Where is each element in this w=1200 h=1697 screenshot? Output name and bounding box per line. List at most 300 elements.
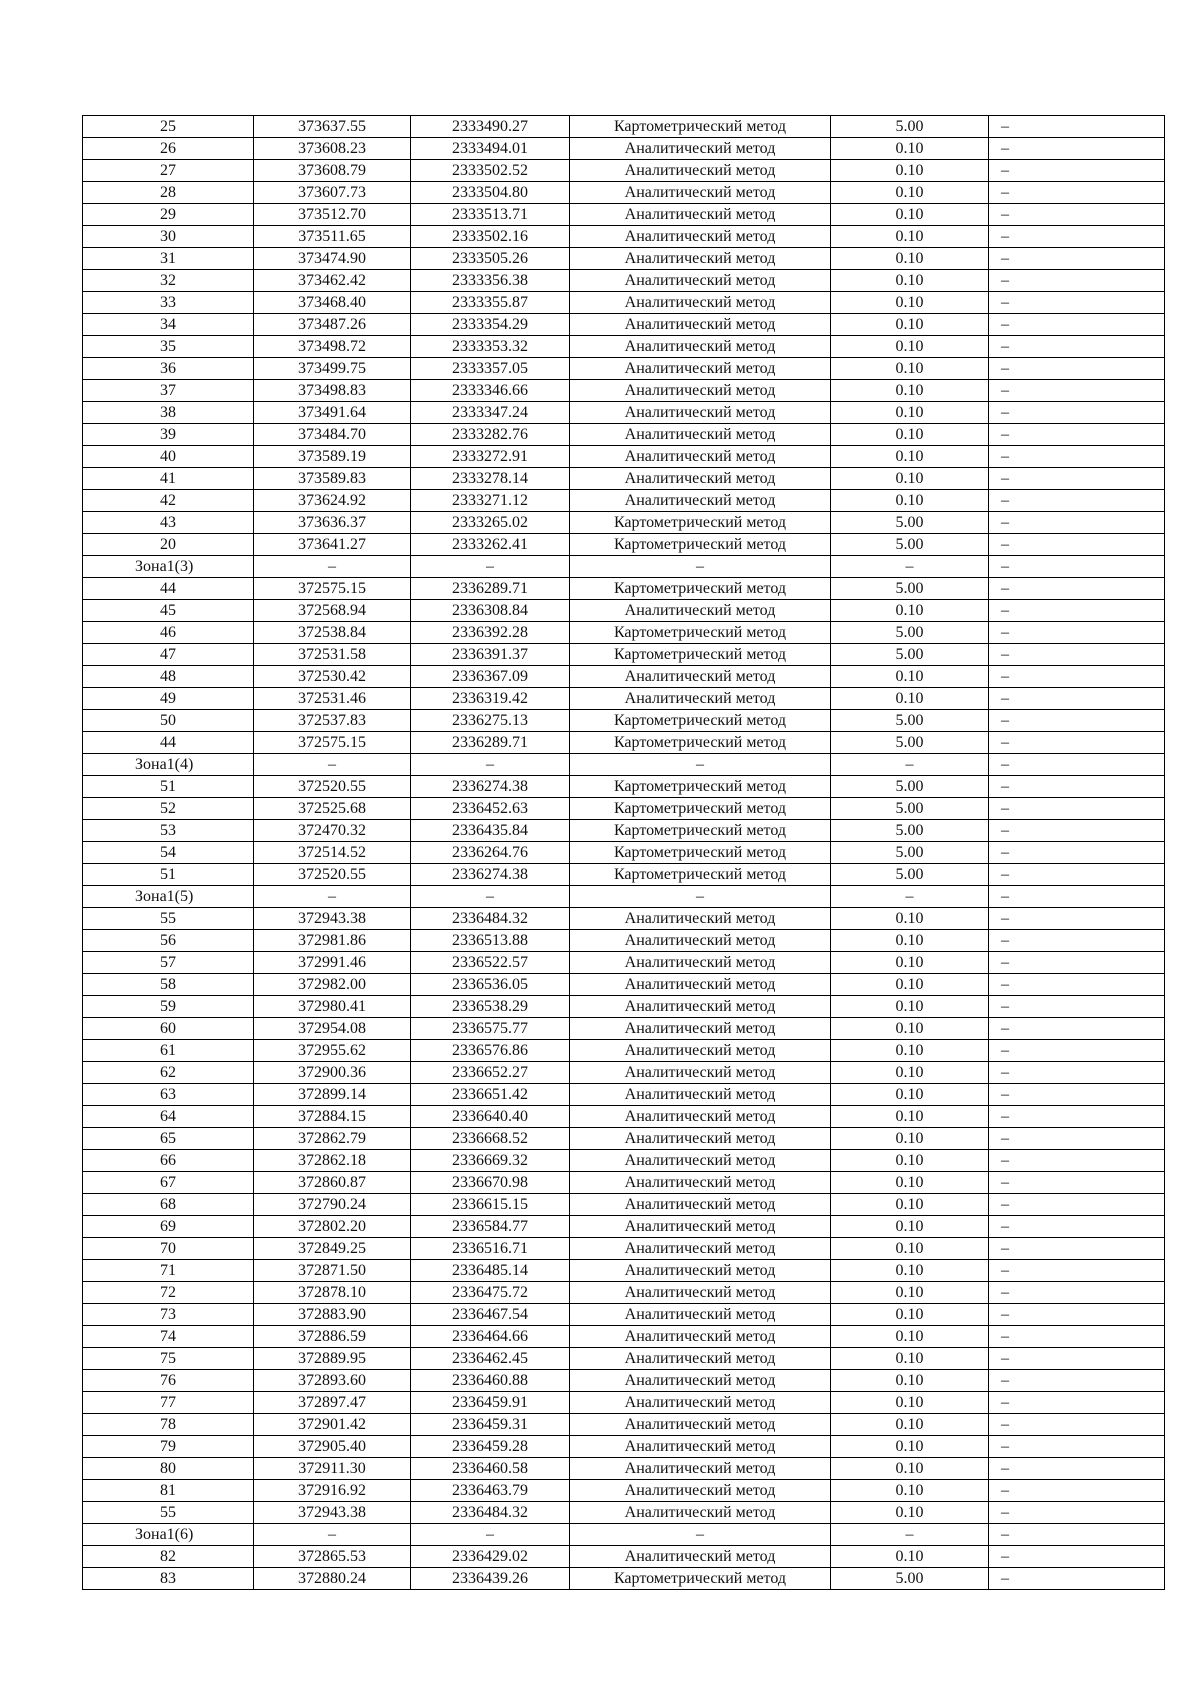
table-row [83,512,1165,534]
formula-cell: – [989,600,1165,622]
table-row [83,798,1165,820]
y-coordinate-cell: 2336640.40 [411,1106,570,1128]
formula-cell: – [989,1238,1165,1260]
point-number-cell: 39 [83,424,254,446]
x-coordinate-cell: 373608.79 [254,160,411,182]
accuracy-cell: – [831,754,989,776]
accuracy-cell: 0.10 [831,1414,989,1436]
y-coordinate-cell: 2336462.45 [411,1348,570,1370]
table-row [83,1260,1165,1282]
point-number-cell: 44 [83,732,254,754]
formula-cell: – [989,666,1165,688]
table-row [83,468,1165,490]
x-coordinate-cell: 372900.36 [254,1062,411,1084]
accuracy-cell: 0.10 [831,1458,989,1480]
accuracy-cell: 5.00 [831,820,989,842]
x-coordinate-cell: 372889.95 [254,1348,411,1370]
accuracy-cell: 0.10 [831,182,989,204]
method-cell: Аналитический метод [570,1150,831,1172]
y-coordinate-cell: 2336435.84 [411,820,570,842]
accuracy-cell: 0.10 [831,138,989,160]
y-coordinate-cell: 2336391.37 [411,644,570,666]
accuracy-cell: 0.10 [831,1392,989,1414]
point-number-cell: 32 [83,270,254,292]
method-cell: Картометрический метод [570,116,831,138]
table-row [83,116,1165,138]
point-number-cell: 43 [83,512,254,534]
point-number-cell: 47 [83,644,254,666]
table-row [83,820,1165,842]
method-cell: Аналитический метод [570,930,831,952]
point-number-cell: 65 [83,1128,254,1150]
x-coordinate-cell: 372901.42 [254,1414,411,1436]
accuracy-cell: 0.10 [831,688,989,710]
formula-cell: – [989,138,1165,160]
formula-cell: – [989,1194,1165,1216]
formula-cell: – [989,1018,1165,1040]
point-number-cell: 49 [83,688,254,710]
point-number-cell: 51 [83,864,254,886]
y-coordinate-cell: 2336538.29 [411,996,570,1018]
formula-cell: – [989,1260,1165,1282]
point-number-cell: 51 [83,776,254,798]
method-cell: Картометрический метод [570,820,831,842]
method-cell: Аналитический метод [570,1172,831,1194]
x-coordinate-cell: 373462.42 [254,270,411,292]
point-number-cell: 30 [83,226,254,248]
x-coordinate-cell: 373624.92 [254,490,411,512]
y-coordinate-cell: 2336475.72 [411,1282,570,1304]
point-number-cell: 38 [83,402,254,424]
formula-cell: – [989,1084,1165,1106]
method-cell: Аналитический метод [570,1480,831,1502]
accuracy-cell: 0.10 [831,468,989,490]
table-row [83,358,1165,380]
table-row [83,534,1165,556]
table-row [83,1304,1165,1326]
zone-label-cell: Зона1(4) [83,754,254,776]
point-number-cell: 52 [83,798,254,820]
table-row [83,1128,1165,1150]
point-number-cell: 50 [83,710,254,732]
formula-cell: – [989,1128,1165,1150]
table-row [83,226,1165,248]
method-cell: Картометрический метод [570,798,831,820]
table-row [83,1084,1165,1106]
y-coordinate-cell: 2336513.88 [411,930,570,952]
y-coordinate-cell: 2333353.32 [411,336,570,358]
x-coordinate-cell: 372955.62 [254,1040,411,1062]
method-cell: – [570,556,831,578]
method-cell: Аналитический метод [570,336,831,358]
formula-cell: – [989,1216,1165,1238]
method-cell: Картометрический метод [570,512,831,534]
formula-cell: – [989,732,1165,754]
point-number-cell: 78 [83,1414,254,1436]
accuracy-cell: 5.00 [831,578,989,600]
y-coordinate-cell: 2336264.76 [411,842,570,864]
y-coordinate-cell: – [411,1524,570,1546]
method-cell: Аналитический метод [570,1326,831,1348]
point-number-cell: 74 [83,1326,254,1348]
point-number-cell: 42 [83,490,254,512]
accuracy-cell: 0.10 [831,270,989,292]
table-row [83,1370,1165,1392]
formula-cell: – [989,864,1165,886]
accuracy-cell: 0.10 [831,1238,989,1260]
method-cell: Аналитический метод [570,1062,831,1084]
y-coordinate-cell: 2336522.57 [411,952,570,974]
accuracy-cell: 5.00 [831,842,989,864]
formula-cell: – [989,776,1165,798]
point-number-cell: 58 [83,974,254,996]
formula-cell: – [989,1414,1165,1436]
y-coordinate-cell: 2333356.38 [411,270,570,292]
table-row [83,424,1165,446]
point-number-cell: 76 [83,1370,254,1392]
table-row [83,1282,1165,1304]
accuracy-cell: 0.10 [831,908,989,930]
accuracy-cell: 0.10 [831,1282,989,1304]
x-coordinate-cell: 373636.37 [254,512,411,534]
accuracy-cell: 0.10 [831,1304,989,1326]
x-coordinate-cell: 372802.20 [254,1216,411,1238]
table-row [83,1040,1165,1062]
formula-cell: – [989,1348,1165,1370]
table-row [83,1106,1165,1128]
point-number-cell: 36 [83,358,254,380]
x-coordinate-cell: – [254,754,411,776]
y-coordinate-cell: 2333346.66 [411,380,570,402]
y-coordinate-cell: 2336576.86 [411,1040,570,1062]
accuracy-cell: 0.10 [831,952,989,974]
table-row [83,248,1165,270]
table-row [83,622,1165,644]
point-number-cell: 80 [83,1458,254,1480]
accuracy-cell: 5.00 [831,622,989,644]
table-row [83,1458,1165,1480]
table-row [83,402,1165,424]
point-number-cell: 72 [83,1282,254,1304]
formula-cell: – [989,512,1165,534]
x-coordinate-cell: 372897.47 [254,1392,411,1414]
y-coordinate-cell: 2336615.15 [411,1194,570,1216]
y-coordinate-cell: 2336652.27 [411,1062,570,1084]
method-cell: Картометрический метод [570,622,831,644]
method-cell: Картометрический метод [570,534,831,556]
y-coordinate-cell: 2336651.42 [411,1084,570,1106]
x-coordinate-cell: 372531.58 [254,644,411,666]
method-cell: Аналитический метод [570,160,831,182]
point-number-cell: 83 [83,1568,254,1590]
table-row [83,182,1165,204]
point-number-cell: 25 [83,116,254,138]
y-coordinate-cell: 2336460.58 [411,1458,570,1480]
method-cell: Картометрический метод [570,842,831,864]
accuracy-cell: 0.10 [831,424,989,446]
method-cell: Аналитический метод [570,446,831,468]
accuracy-cell: 0.10 [831,1216,989,1238]
formula-cell: – [989,688,1165,710]
table-row [83,710,1165,732]
y-coordinate-cell: 2333354.29 [411,314,570,336]
method-cell: Аналитический метод [570,468,831,490]
y-coordinate-cell: 2333271.12 [411,490,570,512]
formula-cell: – [989,622,1165,644]
formula-cell: – [989,1106,1165,1128]
y-coordinate-cell: 2336463.79 [411,1480,570,1502]
x-coordinate-cell: 373608.23 [254,138,411,160]
method-cell: Картометрический метод [570,578,831,600]
table-row [83,1414,1165,1436]
point-number-cell: 54 [83,842,254,864]
table-row [83,578,1165,600]
zone-label-cell: Зона1(6) [83,1524,254,1546]
zone-label-cell: Зона1(5) [83,886,254,908]
method-cell: Аналитический метод [570,1084,831,1106]
table-row [83,446,1165,468]
y-coordinate-cell: 2336459.28 [411,1436,570,1458]
formula-cell: – [989,1568,1165,1590]
y-coordinate-cell: 2333347.24 [411,402,570,424]
accuracy-cell: 0.10 [831,1260,989,1282]
table-row [83,732,1165,754]
table-row [83,1194,1165,1216]
method-cell: Картометрический метод [570,864,831,886]
point-number-cell: 41 [83,468,254,490]
y-coordinate-cell: 2336485.14 [411,1260,570,1282]
formula-cell: – [989,292,1165,314]
point-number-cell: 61 [83,1040,254,1062]
method-cell: Аналитический метод [570,1216,831,1238]
method-cell: Аналитический метод [570,248,831,270]
y-coordinate-cell: 2336367.09 [411,666,570,688]
formula-cell: – [989,424,1165,446]
accuracy-cell: 0.10 [831,600,989,622]
formula-cell: – [989,1480,1165,1502]
point-number-cell: 55 [83,1502,254,1524]
formula-cell: – [989,1040,1165,1062]
y-coordinate-cell: 2333505.26 [411,248,570,270]
accuracy-cell: 5.00 [831,116,989,138]
accuracy-cell: 0.10 [831,1370,989,1392]
point-number-cell: 34 [83,314,254,336]
accuracy-cell: 0.10 [831,490,989,512]
y-coordinate-cell: 2336484.32 [411,908,570,930]
point-number-cell: 82 [83,1546,254,1568]
point-number-cell: 59 [83,996,254,1018]
method-cell: Аналитический метод [570,1282,831,1304]
table-row [83,842,1165,864]
formula-cell: – [989,534,1165,556]
accuracy-cell: 0.10 [831,996,989,1018]
table-row [83,1062,1165,1084]
x-coordinate-cell: 373498.83 [254,380,411,402]
point-number-cell: 29 [83,204,254,226]
table-row [83,204,1165,226]
accuracy-cell: 0.10 [831,1062,989,1084]
accuracy-cell: 5.00 [831,644,989,666]
y-coordinate-cell: 2336429.02 [411,1546,570,1568]
formula-cell: – [989,974,1165,996]
method-cell: Аналитический метод [570,908,831,930]
formula-cell: – [989,314,1165,336]
formula-cell: – [989,1436,1165,1458]
formula-cell: – [989,820,1165,842]
table-row [83,380,1165,402]
accuracy-cell: 0.10 [831,380,989,402]
accuracy-cell: 5.00 [831,534,989,556]
point-number-cell: 77 [83,1392,254,1414]
accuracy-cell: 0.10 [831,1326,989,1348]
accuracy-cell: 0.10 [831,204,989,226]
method-cell: Картометрический метод [570,776,831,798]
table-row [83,292,1165,314]
point-number-cell: 45 [83,600,254,622]
x-coordinate-cell: 372865.53 [254,1546,411,1568]
table-row [83,974,1165,996]
y-coordinate-cell: 2333502.52 [411,160,570,182]
method-cell: Аналитический метод [570,1304,831,1326]
table-row [83,1150,1165,1172]
accuracy-cell: 0.10 [831,358,989,380]
accuracy-cell: 0.10 [831,160,989,182]
table-row [83,1568,1165,1590]
formula-cell: – [989,1546,1165,1568]
method-cell: Аналитический метод [570,1348,831,1370]
y-coordinate-cell: 2333265.02 [411,512,570,534]
accuracy-cell: – [831,1524,989,1546]
y-coordinate-cell: 2333282.76 [411,424,570,446]
accuracy-cell: 0.10 [831,1106,989,1128]
point-number-cell: 28 [83,182,254,204]
formula-cell: – [989,798,1165,820]
formula-cell: – [989,204,1165,226]
accuracy-cell: 5.00 [831,512,989,534]
x-coordinate-cell: 373498.72 [254,336,411,358]
method-cell: Аналитический метод [570,358,831,380]
x-coordinate-cell: 372862.79 [254,1128,411,1150]
point-number-cell: 40 [83,446,254,468]
method-cell: Аналитический метод [570,1018,831,1040]
method-cell: Картометрический метод [570,1568,831,1590]
coordinates-table [82,115,1165,1590]
x-coordinate-cell: 372911.30 [254,1458,411,1480]
x-coordinate-cell: 373589.19 [254,446,411,468]
method-cell: Аналитический метод [570,666,831,688]
y-coordinate-cell: 2333262.41 [411,534,570,556]
y-coordinate-cell: 2336516.71 [411,1238,570,1260]
accuracy-cell: 5.00 [831,776,989,798]
table-row [83,1502,1165,1524]
x-coordinate-cell: 372982.00 [254,974,411,996]
point-number-cell: 63 [83,1084,254,1106]
accuracy-cell: 0.10 [831,1172,989,1194]
x-coordinate-cell: 373484.70 [254,424,411,446]
x-coordinate-cell: 372878.10 [254,1282,411,1304]
formula-cell: – [989,468,1165,490]
x-coordinate-cell: 372899.14 [254,1084,411,1106]
table-row [83,1546,1165,1568]
method-cell: Картометрический метод [570,732,831,754]
y-coordinate-cell: 2336459.91 [411,1392,570,1414]
point-number-cell: 46 [83,622,254,644]
table-row [83,688,1165,710]
formula-cell: – [989,402,1165,424]
x-coordinate-cell: 372905.40 [254,1436,411,1458]
table-row [83,1480,1165,1502]
point-number-cell: 26 [83,138,254,160]
table-row [83,1348,1165,1370]
x-coordinate-cell: – [254,1524,411,1546]
accuracy-cell: 0.10 [831,1128,989,1150]
y-coordinate-cell: 2333502.16 [411,226,570,248]
y-coordinate-cell: 2333490.27 [411,116,570,138]
point-number-cell: 53 [83,820,254,842]
accuracy-cell: 0.10 [831,1436,989,1458]
accuracy-cell: 0.10 [831,1480,989,1502]
method-cell: Аналитический метод [570,424,831,446]
x-coordinate-cell: 372871.50 [254,1260,411,1282]
x-coordinate-cell: 373511.65 [254,226,411,248]
point-number-cell: 75 [83,1348,254,1370]
table-row [83,996,1165,1018]
formula-cell: – [989,490,1165,512]
point-number-cell: 27 [83,160,254,182]
point-number-cell: 33 [83,292,254,314]
accuracy-cell: 0.10 [831,402,989,424]
x-coordinate-cell: 372954.08 [254,1018,411,1040]
x-coordinate-cell: 372537.83 [254,710,411,732]
point-number-cell: 71 [83,1260,254,1282]
x-coordinate-cell: 372991.46 [254,952,411,974]
x-coordinate-cell: 373499.75 [254,358,411,380]
x-coordinate-cell: 373641.27 [254,534,411,556]
method-cell: Аналитический метод [570,1106,831,1128]
x-coordinate-cell: 372790.24 [254,1194,411,1216]
point-number-cell: 60 [83,1018,254,1040]
method-cell: Аналитический метод [570,1458,831,1480]
y-coordinate-cell: 2336467.54 [411,1304,570,1326]
formula-cell: – [989,754,1165,776]
y-coordinate-cell: 2336460.88 [411,1370,570,1392]
y-coordinate-cell: 2336464.66 [411,1326,570,1348]
y-coordinate-cell: 2336392.28 [411,622,570,644]
table-body [83,116,1165,1590]
x-coordinate-cell: – [254,556,411,578]
y-coordinate-cell: 2336439.26 [411,1568,570,1590]
method-cell: Аналитический метод [570,1128,831,1150]
formula-cell: – [989,710,1165,732]
formula-cell: – [989,182,1165,204]
x-coordinate-cell: 372530.42 [254,666,411,688]
point-number-cell: 31 [83,248,254,270]
method-cell: Аналитический метод [570,380,831,402]
y-coordinate-cell: 2333272.91 [411,446,570,468]
x-coordinate-cell: 372568.94 [254,600,411,622]
y-coordinate-cell: 2336452.63 [411,798,570,820]
formula-cell: – [989,1502,1165,1524]
x-coordinate-cell: 372893.60 [254,1370,411,1392]
table-row [83,138,1165,160]
method-cell: Аналитический метод [570,1392,831,1414]
table-row [83,490,1165,512]
method-cell: Аналитический метод [570,1238,831,1260]
zone-header-row [83,886,1165,908]
point-number-cell: 35 [83,336,254,358]
x-coordinate-cell: 373637.55 [254,116,411,138]
x-coordinate-cell: 372531.46 [254,688,411,710]
